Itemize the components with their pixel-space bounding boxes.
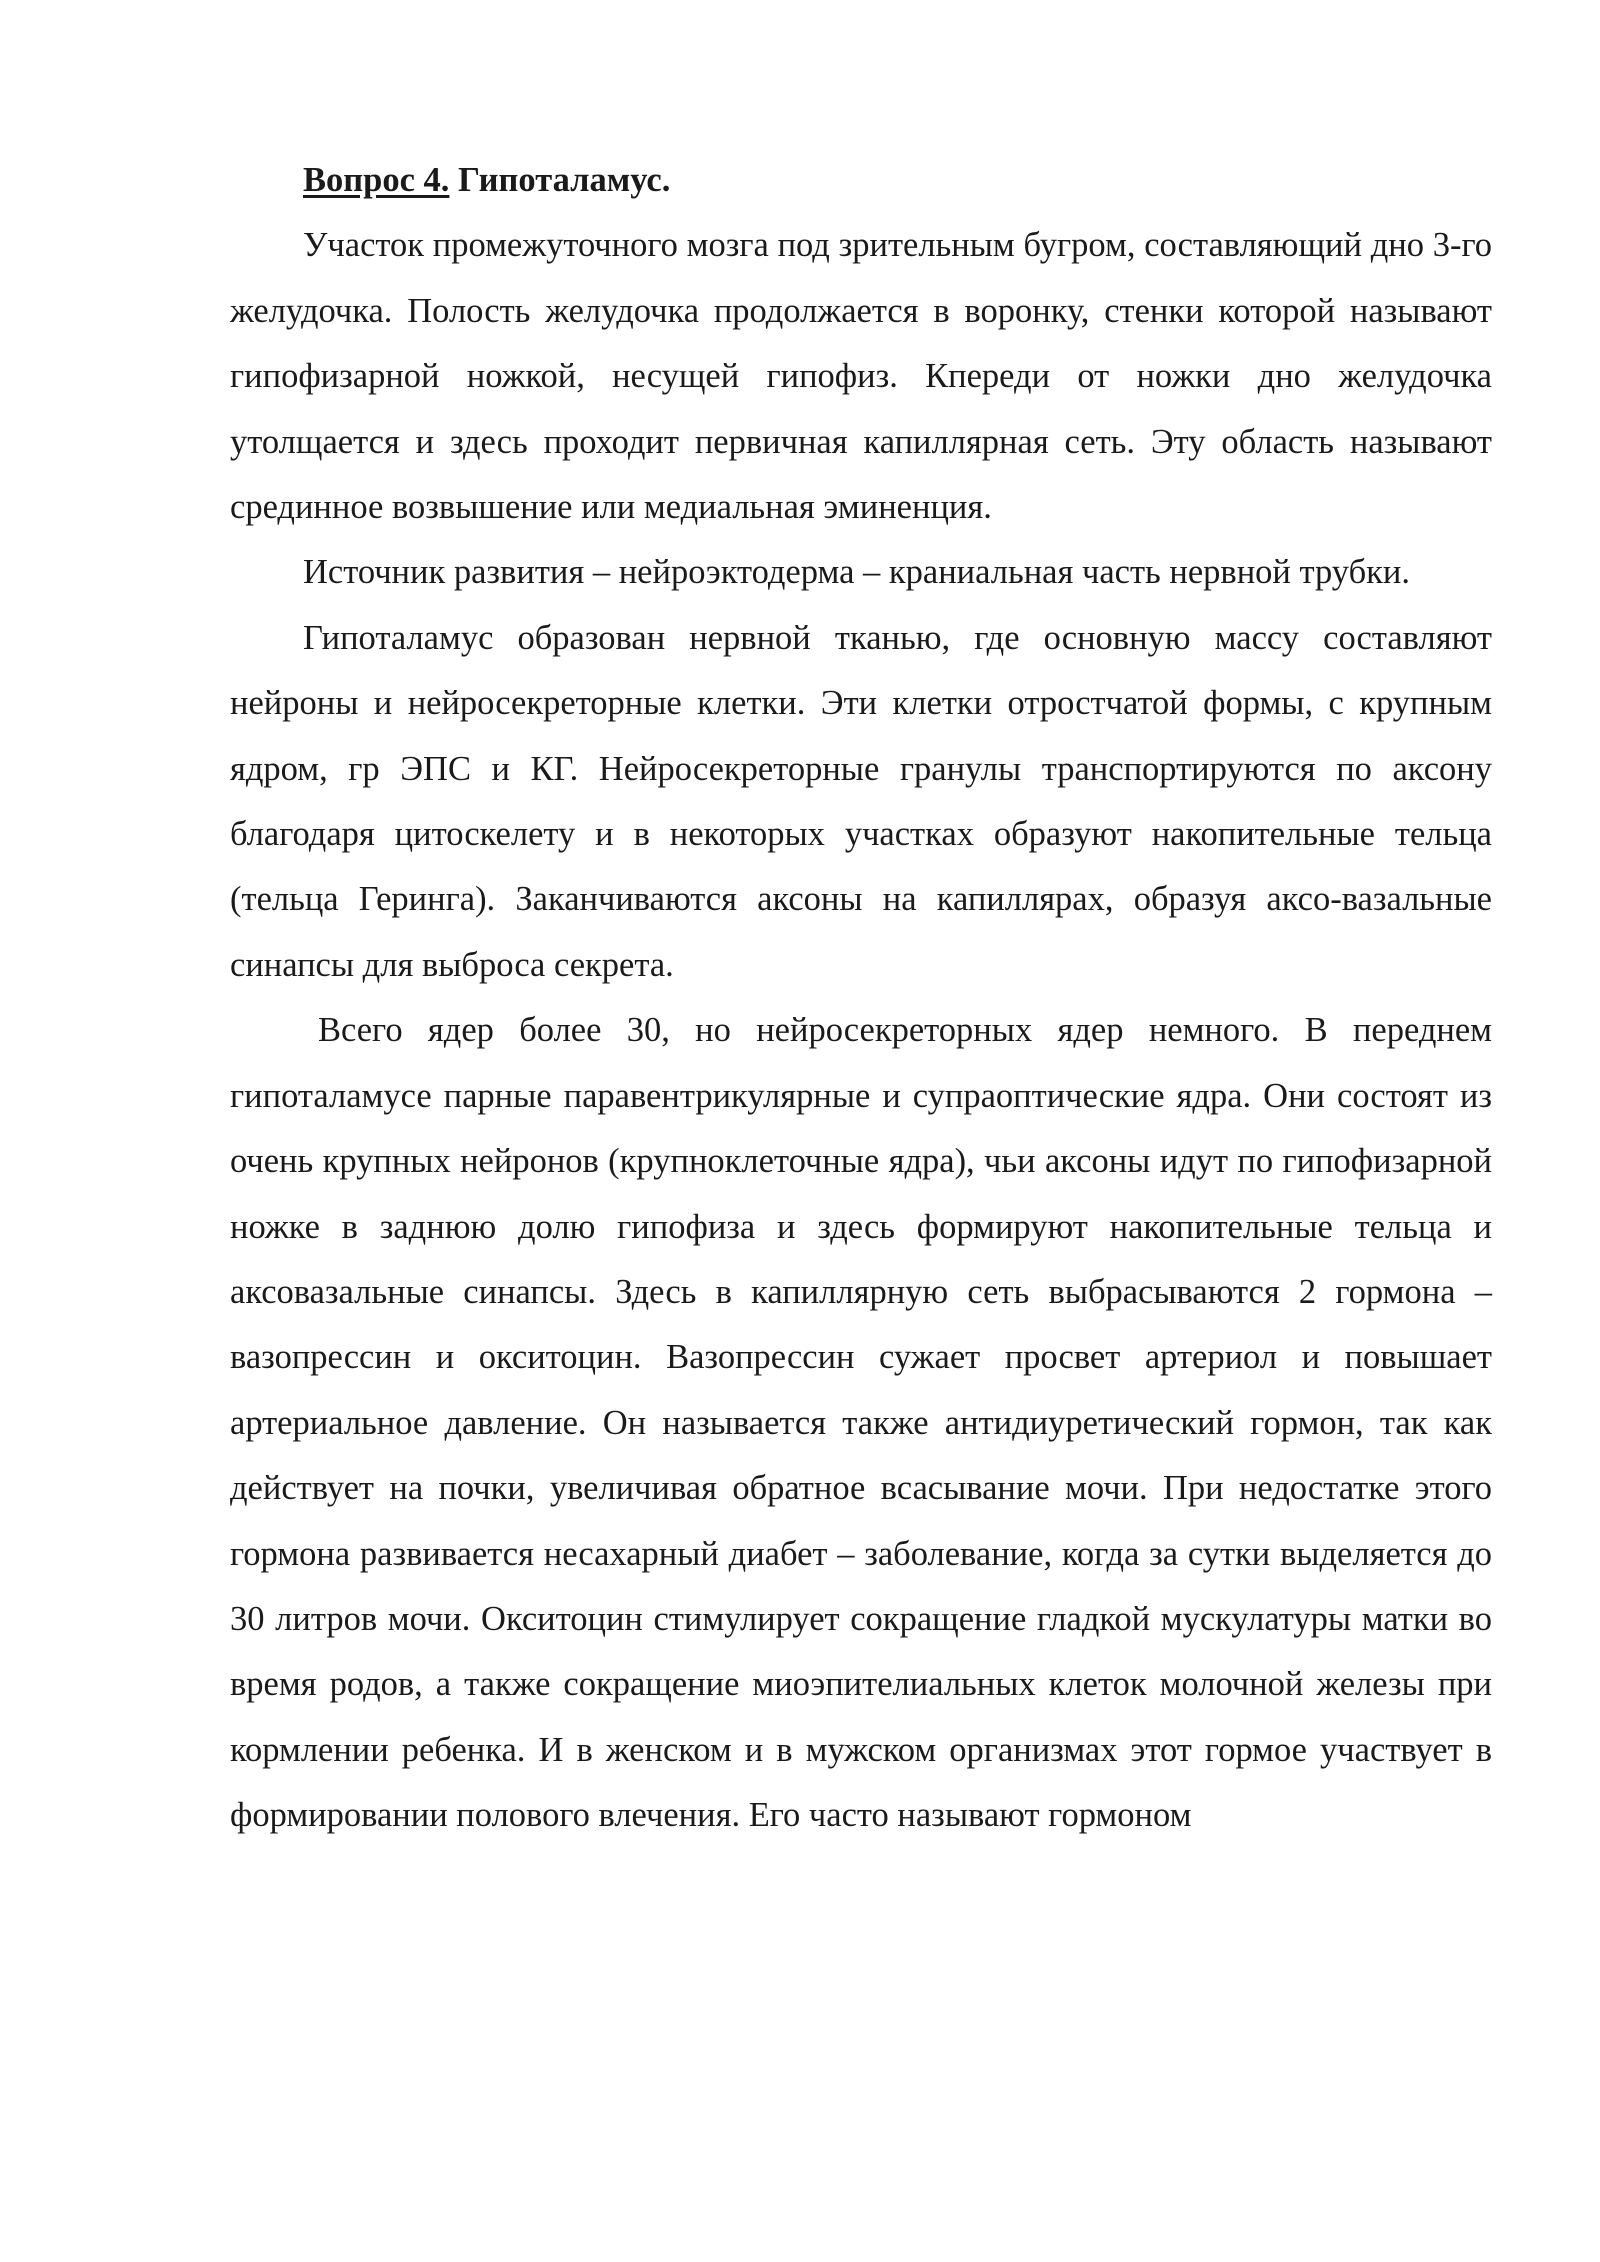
- section-heading: [230, 148, 1492, 213]
- section-title: Гипоталамус.: [458, 161, 671, 199]
- paragraph-origin: Источник развития – нейроэктодерма – краниальная часть нервной трубки.: [303, 553, 1410, 592]
- question-number: Вопрос 4.: [303, 161, 450, 199]
- paragraph-structure: Гипоталамус образован нервной тканью, где основную массу составляют нейроны и нейросекреторные клетки. Эти клетки отростчатой формы, с крупным ядром, гр ЭПС и КГ. Нейросекреторные гранулы транспортируются по аксону благодаря цитоскелету и в некоторых участках образуют накопительные тельца (тельца Геринга). Заканчиваются аксоны на капиллярах, образуя аксо-вазальные синапсы для выброса секрета.: [230, 618, 1492, 984]
- paragraph-nuclei-hormones: Всего ядер более 30, но нейросекреторных ядер немного. В переднем гипоталамусе парные паравентрикулярные и супраоптические ядра. Они состоят из очень крупных нейронов (крупноклеточные ядра), чьи аксоны идут по гипофизарной ножке в заднюю долю гипофиза и здесь формируют накопительные тельца и аксовазальные синапсы. Здесь в капиллярную сеть выбрасываются 2 гормона – вазопрессин и окситоцин. Вазопрессин сужает просвет артериол и повышает артериальное давление. Он называется также антидиуретический гормон, так как действует на почки, увеличивая обратное всасывание мочи. При недостатке этого гормона развивается несахарный диабет – заболевание, когда за сутки выделяется до 30 литров мочи. Окситоцин стимулирует сокращение гладкой мускулатуры матки во время родов, а также сокращение миоэпителиальных клеток молочной железы при кормлении ребенка. И в женском и в мужском организмах этот гормое участвует в формировании полового влечения. Его часто называют гормоном: [230, 1011, 1492, 1835]
- document-body: [230, 148, 1492, 1849]
- paragraph-location: Участок промежуточного мозга под зрительным бугром, составляющий дно 3-го желудочка. Полость желудочка продолжается в воронку, стенки которой называют гипофизарной ножкой, несущей гипофиз. Кпереди от ножки дно желудочка утолщается и здесь проходит первичная капиллярная сеть. Эту область называют срединное возвышение или медиальная эминенция.: [230, 226, 1492, 527]
